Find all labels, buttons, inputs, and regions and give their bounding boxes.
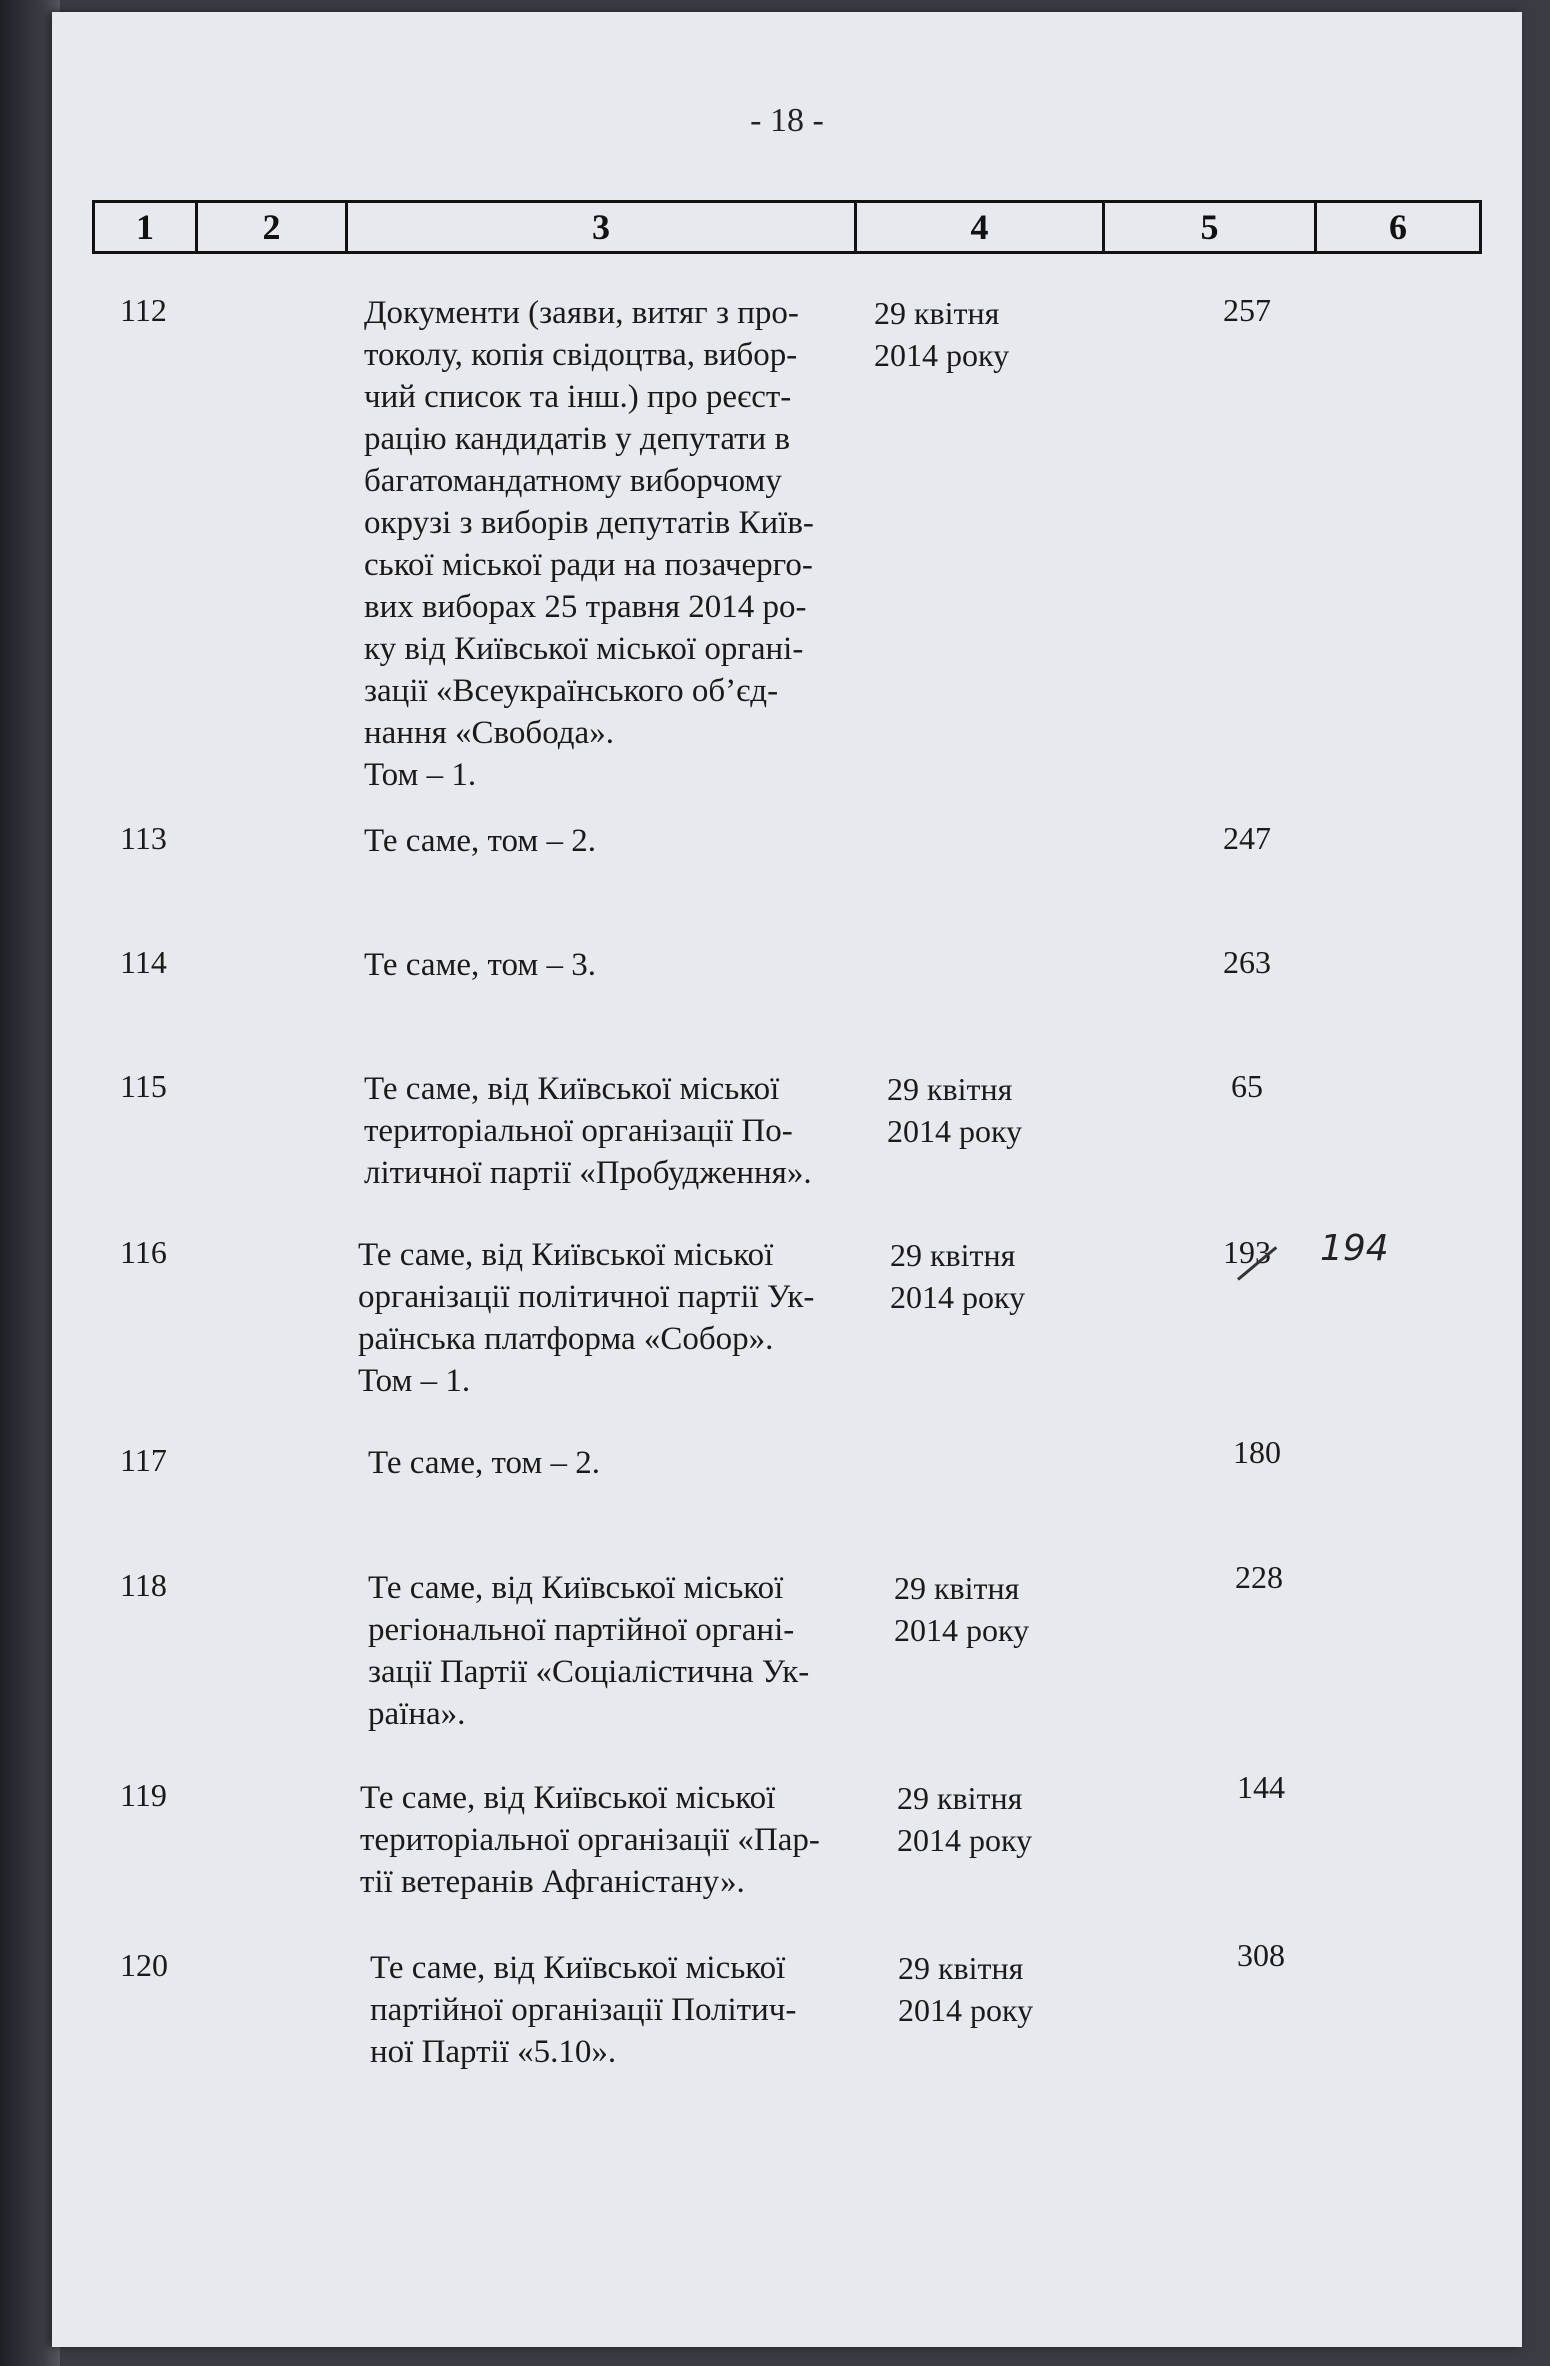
row-sheets: 308 (1237, 1937, 1285, 1973)
row-title: Те саме, том – 3. (364, 947, 597, 983)
row-number: 117 (120, 1442, 167, 1478)
row-title: Те саме, від Київської міської територіальної організації По- літичної партії «Пробудження». (364, 1071, 812, 1191)
row-number: 116 (120, 1234, 167, 1270)
row-number: 113 (120, 820, 167, 856)
row-number: 118 (120, 1567, 167, 1603)
row-sheets: 263 (1223, 944, 1271, 980)
row-sheets: 144 (1237, 1769, 1285, 1805)
row-title: Документи (заяви, витяг з про- токолу, копія свідоцтва, вибор- чий список та інш.) про реєст- рацію кандидатів у депутати в багатомандатному виборчому окрузі з виборів депутатів Київ- ської міської ради на позачерго- вих виборах 25 травня 2014 ро- ку від Київської міської органі- зації «Всеукраїнського об’єд- нання «Свобода». Том – 1. (364, 295, 814, 793)
row-number: 119 (120, 1777, 167, 1813)
row-sheets: 228 (1235, 1559, 1283, 1595)
row-title: Те саме, том – 2. (364, 823, 597, 859)
column-header-3: 3 (348, 203, 857, 251)
document-page (52, 12, 1522, 2347)
row-sheets: 257 (1223, 292, 1271, 328)
row-date: 29 квітня 2014 року (887, 1071, 1023, 1149)
column-header-6: 6 (1389, 207, 1407, 247)
row-sheets: 65 (1231, 1068, 1263, 1104)
column-header-5: 5 (1105, 203, 1317, 251)
column-header-table (92, 200, 1482, 254)
row-sheets: 193 (1223, 1234, 1271, 1270)
row-number: 114 (120, 944, 167, 980)
row-title: Те саме, від Київської міської територіальної організації «Пар- тії ветеранів Афганістану». (360, 1780, 820, 1900)
page-number: - 18 - (750, 102, 824, 139)
row-title: Те саме, від Київської міської регіональної партійної органі- зації Партії «Соціалістична Ук- раїна». (368, 1570, 810, 1732)
row-title: Те саме, від Київської міської партійної організації Політич- ної Партії «5.10». (370, 1950, 797, 2070)
row-title: Те саме, від Київської міської організації політичної партії Ук- раїнська платформа «Собор». Том – 1. (358, 1237, 815, 1399)
row-date: 29 квітня 2014 року (890, 1237, 1026, 1315)
row-number: 112 (120, 292, 167, 328)
row-date: 29 квітня 2014 року (898, 1950, 1034, 2028)
row-date: 29 квітня 2014 року (874, 295, 1010, 373)
handwritten-correction: 194 (1320, 1228, 1389, 1269)
row-sheets: 180 (1233, 1434, 1281, 1470)
row-number: 115 (120, 1068, 167, 1104)
column-header-2: 2 (198, 203, 348, 251)
column-header-1: 1 (95, 203, 198, 251)
row-number: 120 (120, 1947, 168, 1983)
column-header-4: 4 (857, 203, 1105, 251)
row-title: Те саме, том – 2. (368, 1445, 601, 1481)
row-date: 29 квітня 2014 року (897, 1780, 1033, 1858)
binding-edge (0, 0, 60, 2366)
row-sheets: 247 (1223, 820, 1271, 856)
row-date: 29 квітня 2014 року (894, 1570, 1030, 1648)
